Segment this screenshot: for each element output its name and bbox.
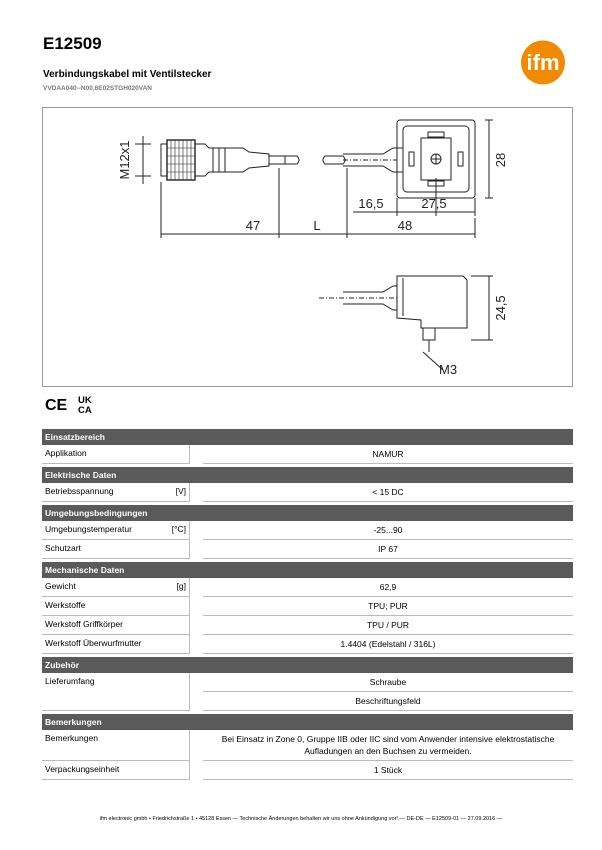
table-row <box>42 761 573 780</box>
row-label: Betriebsspannung <box>45 486 114 496</box>
row-label-cell <box>42 635 190 654</box>
footer: ifm electronic gmbh • Friedrichstraße 1 • 45128 Essen — Technische Änderungen behalten wir uns ohne Ankündigung vor! — DE-DE — E12509-01 — 27.09.2016 — <box>99 816 503 822</box>
section-header: Einsatzbereich <box>42 429 573 445</box>
table-row <box>42 578 573 597</box>
dim-27-5-label: 27,5 <box>421 196 447 211</box>
technical-drawing <box>42 107 573 387</box>
row-label: Bemerkungen <box>45 733 98 743</box>
dim-28-label: 28 <box>493 152 508 168</box>
product-code: E12509 <box>43 34 102 53</box>
row-unit: [g] <box>176 581 186 591</box>
table-row <box>42 673 573 711</box>
row-label: Werkstoff Griffkörper <box>45 619 123 629</box>
row-label: Applikation <box>45 448 87 458</box>
logo-text: ifm <box>526 50 560 75</box>
data-table <box>42 429 573 780</box>
dim-47-label: 47 <box>245 218 261 233</box>
table-row <box>42 483 573 502</box>
table-row <box>42 445 573 464</box>
table-row <box>42 616 573 635</box>
row-value: NAMUR <box>203 445 573 464</box>
section-header: Umgebungsbedingungen <box>42 505 573 521</box>
row-value: TPU / PUR <box>203 616 573 635</box>
row-value: < 15 DC <box>203 483 573 502</box>
ifm-logo <box>513 40 573 85</box>
table-row <box>42 635 573 654</box>
table-row <box>42 540 573 559</box>
row-label: Schutzart <box>45 543 81 553</box>
ce-mark: CE <box>45 397 68 414</box>
row-label-cell <box>42 616 190 635</box>
row-label: Werkstoff Überwurfmutter <box>45 638 142 648</box>
table-row <box>42 730 573 761</box>
row-value: 1 Stück <box>203 761 573 780</box>
row-label: Lieferumfang <box>45 676 95 686</box>
row-label-cell <box>42 445 190 464</box>
row-label-cell <box>42 761 190 780</box>
row-label-cell <box>42 483 190 502</box>
row-label: Umgebungstemperatur <box>45 524 132 534</box>
row-value: -25...90 <box>203 521 573 540</box>
row-value: Schraube <box>203 673 573 692</box>
row-label: Gewicht <box>45 581 76 591</box>
row-value: 62,9 <box>203 578 573 597</box>
product-type-code: VVDAA040--N00,6E02STGH020VAN <box>43 85 152 92</box>
row-label: Verpackungseinheit <box>45 764 120 774</box>
row-unit: [V] <box>175 486 186 496</box>
screw-label: M3 <box>439 362 458 377</box>
product-title: Verbindungskabel mit Ventilstecker <box>43 69 212 80</box>
table-row <box>42 521 573 540</box>
section-header: Bemerkungen <box>42 714 573 730</box>
dim-48-label: 48 <box>397 218 413 233</box>
ukca-mark-top: UK <box>78 395 92 406</box>
row-label-cell <box>42 521 190 540</box>
row-label: Werkstoffe <box>45 600 86 610</box>
dim-16-5-label: 16,5 <box>358 196 384 211</box>
section-header: Mechanische Daten <box>42 562 573 578</box>
table-row <box>42 597 573 616</box>
certification-marks <box>45 394 105 416</box>
thread-label: M12x1 <box>117 140 132 180</box>
row-value: Beschriftungsfeld <box>203 692 573 711</box>
row-label-cell <box>42 673 190 711</box>
row-value: IP 67 <box>203 540 573 559</box>
row-value: Bei Einsatz in Zone 0, Gruppe IIB oder IIC sind vom Anwender intensive elektrostatische Aufladungen an den Buchsen zu vermeiden. <box>203 730 573 761</box>
ukca-mark-bottom: CA <box>78 405 92 416</box>
dimension-drawing <box>43 108 574 388</box>
row-value: TPU; PUR <box>203 597 573 616</box>
section-header: Zubehör <box>42 657 573 673</box>
row-value: 1.4404 (Edelstahl / 316L) <box>203 635 573 654</box>
dim-24-5-label: 24,5 <box>493 295 508 321</box>
section-header: Elektrische Daten <box>42 467 573 483</box>
row-label-cell <box>42 597 190 616</box>
row-label-cell <box>42 730 190 761</box>
dim-l-label: L <box>313 218 321 233</box>
row-label-cell <box>42 578 190 597</box>
row-unit: [°C] <box>171 524 186 534</box>
row-label-cell <box>42 540 190 559</box>
